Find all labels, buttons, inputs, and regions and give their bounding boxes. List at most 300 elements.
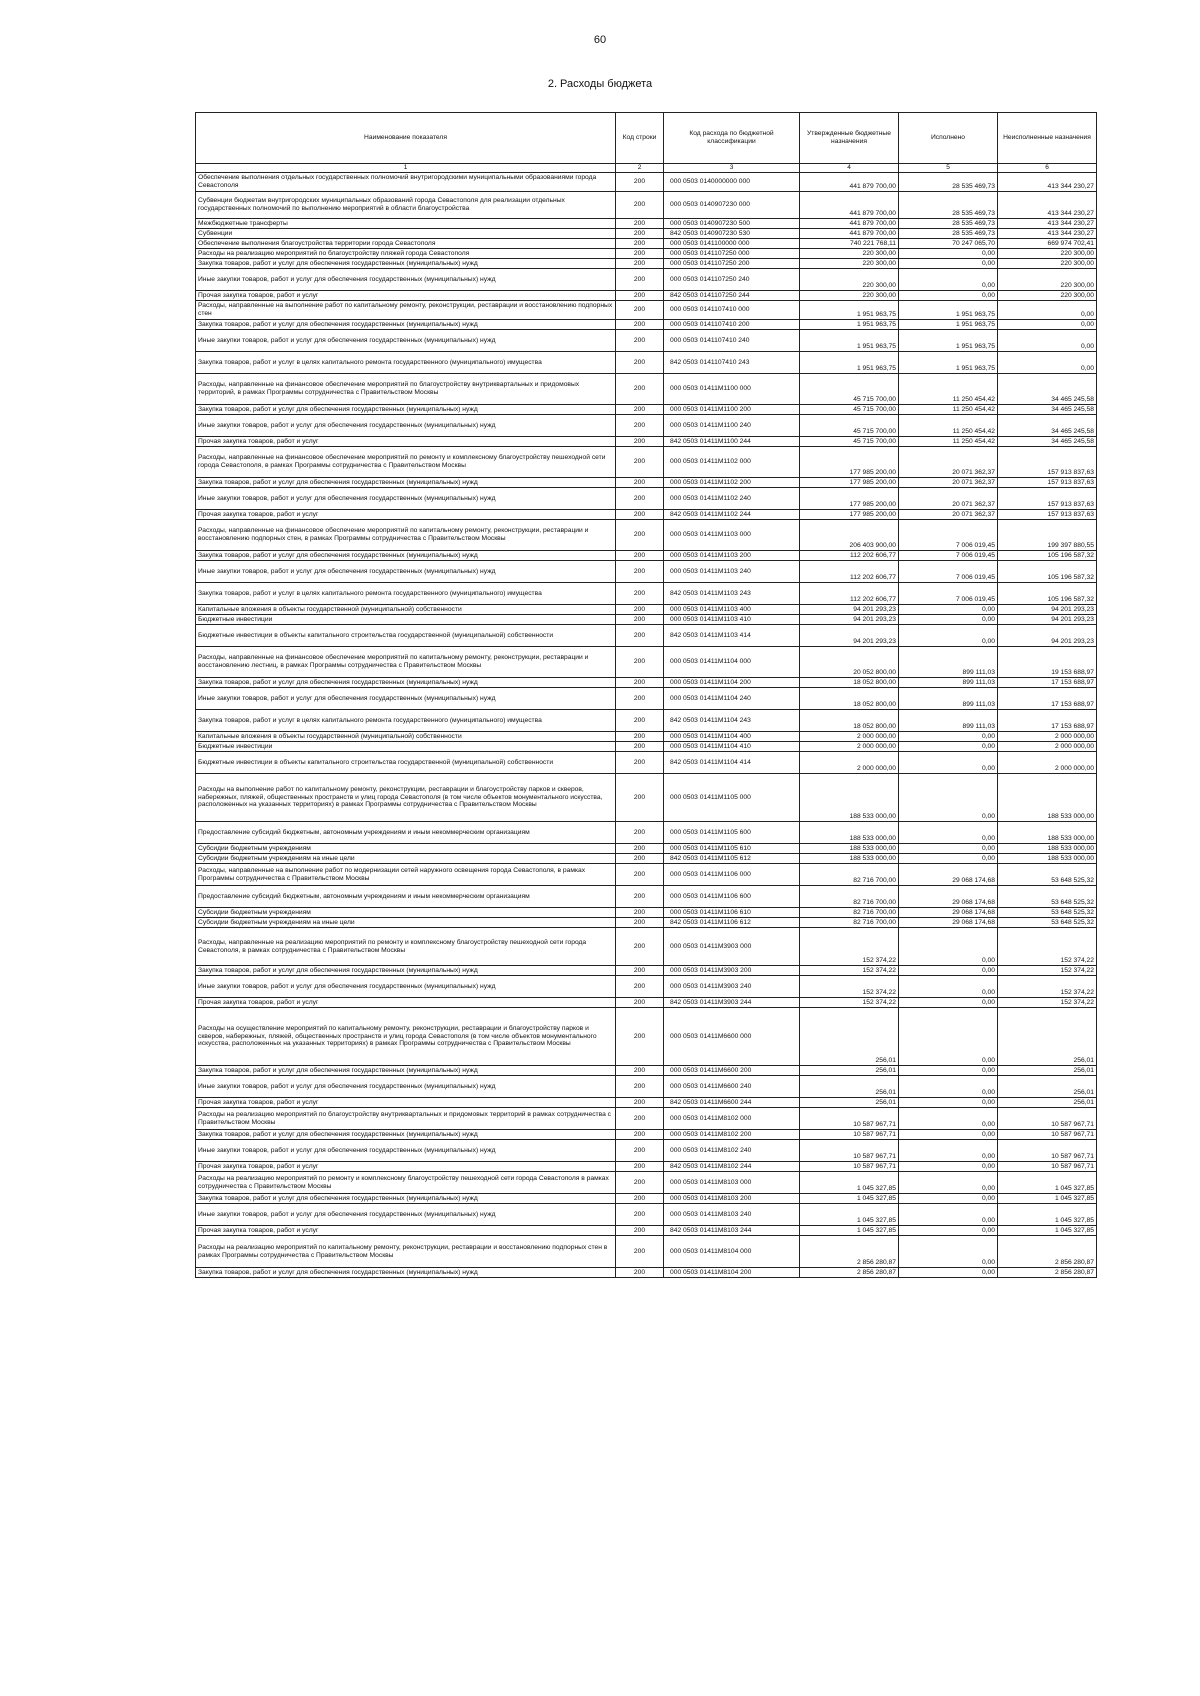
cell-executed: 899 111,03 <box>899 678 998 688</box>
cell-row-code: 200 <box>616 478 664 488</box>
cell-expense-code: 842 0503 01411М1103 414 <box>664 625 800 647</box>
cell-approved: 188 533 000,00 <box>800 774 899 822</box>
cell-approved: 152 374,22 <box>800 928 899 966</box>
table-row <box>196 678 1097 688</box>
cell-executed: 1 951 963,75 <box>899 330 998 352</box>
cell-row-code: 200 <box>616 615 664 625</box>
cell-indicator-name: Капитальные вложения в объекты государственной (муниципальной) собственности <box>196 605 616 615</box>
cell-row-code: 200 <box>616 605 664 615</box>
cell-indicator-name: Обеспечение выполнения благоустройства территории города Севастополя <box>196 239 616 249</box>
table-row <box>196 352 1097 374</box>
cell-expense-code: 842 0503 01411М6600 244 <box>664 1098 800 1108</box>
cell-row-code: 200 <box>616 1008 664 1066</box>
cell-expense-code: 000 0503 01411М8103 200 <box>664 1194 800 1204</box>
table-row <box>196 1236 1097 1268</box>
table-row <box>196 510 1097 520</box>
cell-unexecuted: 1 045 327,85 <box>998 1194 1097 1204</box>
cell-approved: 441 879 700,00 <box>800 192 899 219</box>
cell-approved: 82 716 700,00 <box>800 864 899 886</box>
cell-executed: 7 006 019,45 <box>899 551 998 561</box>
cell-unexecuted: 17 153 688,97 <box>998 678 1097 688</box>
cell-expense-code: 000 0503 01411М8102 200 <box>664 1130 800 1140</box>
cell-approved: 220 300,00 <box>800 291 899 301</box>
cell-indicator-name: Субсидии бюджетным учреждениям <box>196 908 616 918</box>
cell-approved: 94 201 293,23 <box>800 615 899 625</box>
cell-indicator-name: Расходы, направленные на финансовое обеспечение мероприятий по благоустройству внутриквартальных и придомовых территорий, в рамках Программы сотрудничества с Правительством Москвы <box>196 374 616 405</box>
cell-unexecuted: 53 648 525,32 <box>998 886 1097 908</box>
cell-executed: 0,00 <box>899 1162 998 1172</box>
cell-unexecuted: 19 153 688,97 <box>998 647 1097 678</box>
cell-expense-code: 000 0503 01411М1102 240 <box>664 488 800 510</box>
page-number: 60 <box>593 34 607 46</box>
cell-row-code: 200 <box>616 732 664 742</box>
cell-expense-code: 000 0503 01411М1105 610 <box>664 844 800 854</box>
cell-approved: 45 715 700,00 <box>800 405 899 415</box>
cell-indicator-name: Закупка товаров, работ и услуг для обеспечения государственных (муниципальных) нужд <box>196 551 616 561</box>
cell-executed: 0,00 <box>899 1066 998 1076</box>
cell-row-code: 200 <box>616 864 664 886</box>
header-row-code: Код строки <box>616 113 664 164</box>
cell-unexecuted: 105 196 587,32 <box>998 551 1097 561</box>
cell-expense-code: 000 0503 0141107250 000 <box>664 249 800 259</box>
cell-expense-code: 000 0503 0141100000 000 <box>664 239 800 249</box>
cell-row-code: 200 <box>616 510 664 520</box>
column-number-row <box>196 164 1097 173</box>
column-number: 3 <box>664 164 800 173</box>
cell-expense-code: 842 0503 01411М1105 612 <box>664 854 800 864</box>
cell-expense-code: 842 0503 01411М1102 244 <box>664 510 800 520</box>
cell-approved: 45 715 700,00 <box>800 415 899 437</box>
cell-expense-code: 000 0503 01411М1103 200 <box>664 551 800 561</box>
cell-expense-code: 842 0503 01411М1104 243 <box>664 710 800 732</box>
cell-executed: 20 071 362,37 <box>899 488 998 510</box>
cell-approved: 94 201 293,23 <box>800 625 899 647</box>
cell-indicator-name: Закупка товаров, работ и услуг в целях капитального ремонта государственного (муниципального) имущества <box>196 710 616 732</box>
cell-executed: 28 535 469,73 <box>899 173 998 192</box>
cell-unexecuted: 157 913 837,63 <box>998 447 1097 478</box>
cell-executed: 0,00 <box>899 259 998 269</box>
cell-executed: 899 111,03 <box>899 647 998 678</box>
cell-unexecuted: 17 153 688,97 <box>998 688 1097 710</box>
cell-expense-code: 000 0503 01411М1106 000 <box>664 864 800 886</box>
table-row <box>196 301 1097 320</box>
cell-executed: 20 071 362,37 <box>899 447 998 478</box>
cell-indicator-name: Расходы на реализацию мероприятий по ремонту и комплексному благоустройству пешеходной сети города Севастополя в рамках сотрудничества с Правительством Москвы <box>196 1172 616 1194</box>
cell-expense-code: 842 0503 01411М1104 414 <box>664 752 800 774</box>
cell-indicator-name: Субсидии бюджетным учреждениям на иные цели <box>196 918 616 928</box>
cell-unexecuted: 0,00 <box>998 352 1097 374</box>
cell-row-code: 200 <box>616 774 664 822</box>
table-row <box>196 998 1097 1008</box>
cell-expense-code: 000 0503 01411М3903 200 <box>664 966 800 976</box>
cell-row-code: 200 <box>616 886 664 908</box>
cell-approved: 45 715 700,00 <box>800 374 899 405</box>
table-row <box>196 1194 1097 1204</box>
table-row <box>196 488 1097 510</box>
table-row <box>196 320 1097 330</box>
table-row <box>196 249 1097 259</box>
cell-approved: 10 587 967,71 <box>800 1130 899 1140</box>
cell-row-code: 200 <box>616 229 664 239</box>
cell-expense-code: 842 0503 01411М1103 243 <box>664 583 800 605</box>
table-row <box>196 732 1097 742</box>
cell-row-code: 200 <box>616 1226 664 1236</box>
cell-row-code: 200 <box>616 625 664 647</box>
cell-executed: 0,00 <box>899 1098 998 1108</box>
header-expense-code: Код расхода по бюджетной классификации <box>664 113 800 164</box>
cell-executed: 0,00 <box>899 1268 998 1278</box>
cell-row-code: 200 <box>616 269 664 291</box>
cell-expense-code: 000 0503 01411М3903 240 <box>664 976 800 998</box>
cell-expense-code: 000 0503 0140000000 000 <box>664 173 800 192</box>
cell-indicator-name: Расходы на реализацию мероприятий по благоустройству внутриквартальных и придомовых территорий в рамках сотрудничества с Правительством Москвы <box>196 1108 616 1130</box>
cell-row-code: 200 <box>616 1076 664 1098</box>
cell-indicator-name: Субсидии бюджетным учреждениям на иные цели <box>196 854 616 864</box>
cell-expense-code: 000 0503 01411М1104 400 <box>664 732 800 742</box>
cell-approved: 82 716 700,00 <box>800 908 899 918</box>
cell-approved: 10 587 967,71 <box>800 1162 899 1172</box>
cell-approved: 1 045 327,85 <box>800 1194 899 1204</box>
cell-row-code: 200 <box>616 1194 664 1204</box>
cell-approved: 256,01 <box>800 1098 899 1108</box>
table-row <box>196 478 1097 488</box>
cell-row-code: 200 <box>616 1066 664 1076</box>
cell-unexecuted: 17 153 688,97 <box>998 710 1097 732</box>
cell-indicator-name: Закупка товаров, работ и услуг для обеспечения государственных (муниципальных) нужд <box>196 320 616 330</box>
table-row <box>196 259 1097 269</box>
cell-indicator-name: Закупка товаров, работ и услуг в целях капитального ремонта государственного (муниципального) имущества <box>196 352 616 374</box>
column-number: 2 <box>616 164 664 173</box>
cell-expense-code: 000 0503 01411М1103 410 <box>664 615 800 625</box>
cell-executed: 0,00 <box>899 249 998 259</box>
cell-indicator-name: Расходы на выполнение работ по капитальному ремонту, реконструкции, реставрации и благоустройству парков и скверов, набережных, пляжей, общественных пространств и улиц города Севастополя (в том числе объектов монументального искусства, расположенных на указанных территориях) в рамках Программы сотрудничества с Правительством Москвы <box>196 774 616 822</box>
cell-expense-code: 000 0503 01411М1100 200 <box>664 405 800 415</box>
cell-indicator-name: Закупка товаров, работ и услуг для обеспечения государственных (муниципальных) нужд <box>196 1194 616 1204</box>
cell-executed: 7 006 019,45 <box>899 520 998 551</box>
table-row <box>196 1076 1097 1098</box>
cell-unexecuted: 188 533 000,00 <box>998 844 1097 854</box>
cell-approved: 256,01 <box>800 1066 899 1076</box>
cell-row-code: 200 <box>616 647 664 678</box>
cell-executed: 899 111,03 <box>899 710 998 732</box>
cell-executed: 29 068 174,68 <box>899 886 998 908</box>
table-row <box>196 173 1097 192</box>
cell-executed: 0,00 <box>899 774 998 822</box>
cell-approved: 10 587 967,71 <box>800 1108 899 1130</box>
cell-unexecuted: 1 045 327,85 <box>998 1226 1097 1236</box>
cell-unexecuted: 94 201 293,23 <box>998 615 1097 625</box>
cell-unexecuted: 0,00 <box>998 320 1097 330</box>
cell-executed: 11 250 454,42 <box>899 405 998 415</box>
cell-expense-code: 842 0503 0141107250 244 <box>664 291 800 301</box>
cell-executed: 11 250 454,42 <box>899 437 998 447</box>
cell-approved: 220 300,00 <box>800 249 899 259</box>
cell-indicator-name: Иные закупки товаров, работ и услуг для обеспечения государственных (муниципальных) нужд <box>196 269 616 291</box>
cell-row-code: 200 <box>616 742 664 752</box>
cell-executed: 0,00 <box>899 1236 998 1268</box>
cell-unexecuted: 152 374,22 <box>998 998 1097 1008</box>
cell-executed: 70 247 065,70 <box>899 239 998 249</box>
cell-row-code: 200 <box>616 710 664 732</box>
cell-expense-code: 000 0503 0141107410 000 <box>664 301 800 320</box>
cell-expense-code: 842 0503 01411М3903 244 <box>664 998 800 1008</box>
column-number: 1 <box>196 164 616 173</box>
cell-row-code: 200 <box>616 1162 664 1172</box>
cell-indicator-name: Прочая закупка товаров, работ и услуг <box>196 510 616 520</box>
table-row <box>196 1140 1097 1162</box>
cell-unexecuted: 220 300,00 <box>998 291 1097 301</box>
cell-indicator-name: Предоставление субсидий бюджетным, автономным учреждениям и иным некоммерческим организациям <box>196 822 616 844</box>
cell-unexecuted: 413 344 230,27 <box>998 192 1097 219</box>
table-row <box>196 192 1097 219</box>
cell-indicator-name: Субвенции <box>196 229 616 239</box>
cell-approved: 256,01 <box>800 1076 899 1098</box>
cell-expense-code: 000 0503 01411М1102 000 <box>664 447 800 478</box>
cell-row-code: 200 <box>616 352 664 374</box>
cell-row-code: 200 <box>616 678 664 688</box>
cell-row-code: 200 <box>616 998 664 1008</box>
cell-unexecuted: 199 397 880,55 <box>998 520 1097 551</box>
cell-approved: 256,01 <box>800 1008 899 1066</box>
cell-indicator-name: Прочая закупка товаров, работ и услуг <box>196 1098 616 1108</box>
cell-executed: 7 006 019,45 <box>899 583 998 605</box>
cell-executed: 0,00 <box>899 732 998 742</box>
cell-approved: 177 985 200,00 <box>800 447 899 478</box>
cell-indicator-name: Межбюджетные трансферты <box>196 219 616 229</box>
cell-unexecuted: 2 856 280,87 <box>998 1236 1097 1268</box>
cell-indicator-name: Расходы на реализацию мероприятий по благоустройству пляжей города Севастополя <box>196 249 616 259</box>
cell-unexecuted: 157 913 837,63 <box>998 488 1097 510</box>
cell-unexecuted: 152 374,22 <box>998 966 1097 976</box>
table-row <box>196 1108 1097 1130</box>
table-row <box>196 822 1097 844</box>
table-row <box>196 1130 1097 1140</box>
cell-indicator-name: Расходы на реализацию мероприятий по капитальному ремонту, реконструкции, реставрации и восстановлению подпорных стен в рамках Программы сотрудничества с Правительством Москвы <box>196 1236 616 1268</box>
cell-indicator-name: Закупка товаров, работ и услуг в целях капитального ремонта государственного (муниципального) имущества <box>196 583 616 605</box>
cell-indicator-name: Закупка товаров, работ и услуг для обеспечения государственных (муниципальных) нужд <box>196 405 616 415</box>
cell-row-code: 200 <box>616 752 664 774</box>
cell-expense-code: 000 0503 0141107250 240 <box>664 269 800 291</box>
cell-approved: 740 221 768,11 <box>800 239 899 249</box>
table-row <box>196 291 1097 301</box>
cell-expense-code: 000 0503 01411М1104 410 <box>664 742 800 752</box>
cell-unexecuted: 10 587 967,71 <box>998 1162 1097 1172</box>
cell-row-code: 200 <box>616 301 664 320</box>
cell-unexecuted: 152 374,22 <box>998 928 1097 966</box>
cell-expense-code: 000 0503 01411М1102 200 <box>664 478 800 488</box>
cell-approved: 10 587 967,71 <box>800 1140 899 1162</box>
cell-expense-code: 000 0503 01411М1104 240 <box>664 688 800 710</box>
cell-row-code: 200 <box>616 1204 664 1226</box>
cell-approved: 112 202 606,77 <box>800 551 899 561</box>
cell-indicator-name: Расходы, направленные на выполнение работ по капитальному ремонту, реконструкции, реставрации и восстановлению подпорных стен <box>196 301 616 320</box>
table-row <box>196 976 1097 998</box>
cell-row-code: 200 <box>616 1098 664 1108</box>
cell-row-code: 200 <box>616 844 664 854</box>
cell-unexecuted: 2 856 280,87 <box>998 1268 1097 1278</box>
cell-expense-code: 000 0503 01411М1104 200 <box>664 678 800 688</box>
column-number: 4 <box>800 164 899 173</box>
cell-executed: 0,00 <box>899 998 998 1008</box>
cell-executed: 0,00 <box>899 1140 998 1162</box>
cell-indicator-name: Иные закупки товаров, работ и услуг для обеспечения государственных (муниципальных) нужд <box>196 1204 616 1226</box>
cell-expense-code: 842 0503 01411М1100 244 <box>664 437 800 447</box>
cell-indicator-name: Иные закупки товаров, работ и услуг для обеспечения государственных (муниципальных) нужд <box>196 330 616 352</box>
cell-row-code: 200 <box>616 688 664 710</box>
table-row <box>196 625 1097 647</box>
cell-executed: 0,00 <box>899 742 998 752</box>
cell-executed: 0,00 <box>899 605 998 615</box>
cell-unexecuted: 94 201 293,23 <box>998 605 1097 615</box>
cell-executed: 0,00 <box>899 1172 998 1194</box>
cell-expense-code: 000 0503 0141107410 200 <box>664 320 800 330</box>
table-row <box>196 405 1097 415</box>
cell-expense-code: 000 0503 01411М1105 600 <box>664 822 800 844</box>
table-row <box>196 774 1097 822</box>
cell-row-code: 200 <box>616 320 664 330</box>
cell-row-code: 200 <box>616 551 664 561</box>
cell-unexecuted: 152 374,22 <box>998 976 1097 998</box>
cell-indicator-name: Иные закупки товаров, работ и услуг для обеспечения государственных (муниципальных) нужд <box>196 488 616 510</box>
cell-executed: 0,00 <box>899 844 998 854</box>
cell-executed: 899 111,03 <box>899 688 998 710</box>
header-unexecuted: Неисполненные назначения <box>998 113 1097 164</box>
cell-executed: 0,00 <box>899 1008 998 1066</box>
cell-expense-code: 000 0503 0140907230 500 <box>664 219 800 229</box>
table-row <box>196 918 1097 928</box>
cell-executed: 0,00 <box>899 1194 998 1204</box>
cell-indicator-name: Закупка товаров, работ и услуг для обеспечения государственных (муниципальных) нужд <box>196 678 616 688</box>
cell-executed: 0,00 <box>899 1226 998 1236</box>
table-header-row <box>196 113 1097 164</box>
cell-unexecuted: 2 000 000,00 <box>998 742 1097 752</box>
cell-indicator-name: Бюджетные инвестиции <box>196 615 616 625</box>
cell-row-code: 200 <box>616 447 664 478</box>
table-row <box>196 520 1097 551</box>
cell-unexecuted: 2 000 000,00 <box>998 732 1097 742</box>
cell-approved: 441 879 700,00 <box>800 173 899 192</box>
table-row <box>196 908 1097 918</box>
cell-indicator-name: Прочая закупка товаров, работ и услуг <box>196 998 616 1008</box>
cell-unexecuted: 105 196 587,32 <box>998 561 1097 583</box>
cell-approved: 441 879 700,00 <box>800 219 899 229</box>
table-row <box>196 415 1097 437</box>
cell-indicator-name: Бюджетные инвестиции в объекты капитального строительства государственной (муниципальной) собственности <box>196 625 616 647</box>
table-row <box>196 219 1097 229</box>
cell-unexecuted: 0,00 <box>998 330 1097 352</box>
cell-approved: 1 045 327,85 <box>800 1172 899 1194</box>
budget-expenses-table-container <box>195 112 1097 1278</box>
table-row <box>196 330 1097 352</box>
cell-expense-code: 842 0503 01411М1106 612 <box>664 918 800 928</box>
cell-indicator-name: Иные закупки товаров, работ и услуг для обеспечения государственных (муниципальных) нужд <box>196 1140 616 1162</box>
cell-unexecuted: 0,00 <box>998 301 1097 320</box>
cell-executed: 0,00 <box>899 928 998 966</box>
cell-expense-code: 000 0503 01411М6600 240 <box>664 1076 800 1098</box>
cell-executed: 0,00 <box>899 625 998 647</box>
cell-expense-code: 000 0503 01411М6600 200 <box>664 1066 800 1076</box>
cell-indicator-name: Прочая закупка товаров, работ и услуг <box>196 437 616 447</box>
cell-executed: 28 535 469,73 <box>899 219 998 229</box>
cell-executed: 0,00 <box>899 854 998 864</box>
cell-executed: 29 068 174,68 <box>899 918 998 928</box>
cell-approved: 112 202 606,77 <box>800 583 899 605</box>
cell-unexecuted: 256,01 <box>998 1098 1097 1108</box>
cell-indicator-name: Субсидии бюджетным учреждениям <box>196 844 616 854</box>
cell-expense-code: 000 0503 01411М1100 000 <box>664 374 800 405</box>
cell-unexecuted: 256,01 <box>998 1066 1097 1076</box>
cell-approved: 152 374,22 <box>800 976 899 998</box>
cell-expense-code: 000 0503 01411М6600 000 <box>664 1008 800 1066</box>
cell-approved: 1 045 327,85 <box>800 1226 899 1236</box>
cell-indicator-name: Закупка товаров, работ и услуг для обеспечения государственных (муниципальных) нужд <box>196 259 616 269</box>
table-row <box>196 647 1097 678</box>
cell-approved: 152 374,22 <box>800 966 899 976</box>
cell-unexecuted: 256,01 <box>998 1076 1097 1098</box>
cell-row-code: 200 <box>616 291 664 301</box>
cell-indicator-name: Расходы, направленные на финансовое обеспечение мероприятий по капитальному ремонту, реконструкции, реставрации и восстановлению подпорных стен, в рамках Программы сотрудничества с Правительством Москвы <box>196 520 616 551</box>
table-row <box>196 844 1097 854</box>
cell-expense-code: 000 0503 0140907230 000 <box>664 192 800 219</box>
cell-executed: 0,00 <box>899 976 998 998</box>
cell-row-code: 200 <box>616 854 664 864</box>
cell-approved: 188 533 000,00 <box>800 854 899 864</box>
cell-indicator-name: Бюджетные инвестиции в объекты капитального строительства государственной (муниципальной) собственности <box>196 752 616 774</box>
cell-expense-code: 842 0503 0141107410 243 <box>664 352 800 374</box>
cell-expense-code: 000 0503 01411М1100 240 <box>664 415 800 437</box>
cell-unexecuted: 413 344 230,27 <box>998 219 1097 229</box>
table-row <box>196 605 1097 615</box>
budget-expenses-table <box>195 112 1097 1278</box>
cell-unexecuted: 157 913 837,63 <box>998 478 1097 488</box>
table-row <box>196 1098 1097 1108</box>
table-row <box>196 583 1097 605</box>
cell-expense-code: 842 0503 01411М8103 244 <box>664 1226 800 1236</box>
cell-approved: 220 300,00 <box>800 259 899 269</box>
cell-indicator-name: Прочая закупка товаров, работ и услуг <box>196 1226 616 1236</box>
cell-executed: 20 071 362,37 <box>899 478 998 488</box>
cell-executed: 20 071 362,37 <box>899 510 998 520</box>
cell-indicator-name: Иные закупки товаров, работ и услуг для обеспечения государственных (муниципальных) нужд <box>196 1076 616 1098</box>
table-row <box>196 854 1097 864</box>
cell-executed: 29 068 174,68 <box>899 864 998 886</box>
cell-row-code: 200 <box>616 583 664 605</box>
cell-approved: 188 533 000,00 <box>800 822 899 844</box>
cell-approved: 188 533 000,00 <box>800 844 899 854</box>
table-row <box>196 374 1097 405</box>
cell-row-code: 200 <box>616 219 664 229</box>
cell-row-code: 200 <box>616 1236 664 1268</box>
cell-row-code: 200 <box>616 1172 664 1194</box>
table-row <box>196 1204 1097 1226</box>
cell-row-code: 200 <box>616 259 664 269</box>
cell-approved: 206 403 900,00 <box>800 520 899 551</box>
cell-row-code: 200 <box>616 405 664 415</box>
cell-indicator-name: Расходы, направленные на реализацию мероприятий по ремонту и комплексному благоустройству пешеходной сети города Севастополя, в рамках сотрудничества с Правительством Москвы <box>196 928 616 966</box>
cell-indicator-name: Закупка товаров, работ и услуг для обеспечения государственных (муниципальных) нужд <box>196 1066 616 1076</box>
cell-unexecuted: 34 465 245,58 <box>998 437 1097 447</box>
cell-approved: 112 202 606,77 <box>800 561 899 583</box>
cell-indicator-name: Бюджетные инвестиции <box>196 742 616 752</box>
cell-unexecuted: 413 344 230,27 <box>998 229 1097 239</box>
cell-approved: 1 951 963,75 <box>800 301 899 320</box>
cell-unexecuted: 157 913 837,63 <box>998 510 1097 520</box>
cell-unexecuted: 53 648 525,32 <box>998 908 1097 918</box>
cell-expense-code: 842 0503 0140907230 530 <box>664 229 800 239</box>
cell-unexecuted: 94 201 293,23 <box>998 625 1097 647</box>
cell-executed: 0,00 <box>899 1204 998 1226</box>
cell-indicator-name: Прочая закупка товаров, работ и услуг <box>196 1162 616 1172</box>
